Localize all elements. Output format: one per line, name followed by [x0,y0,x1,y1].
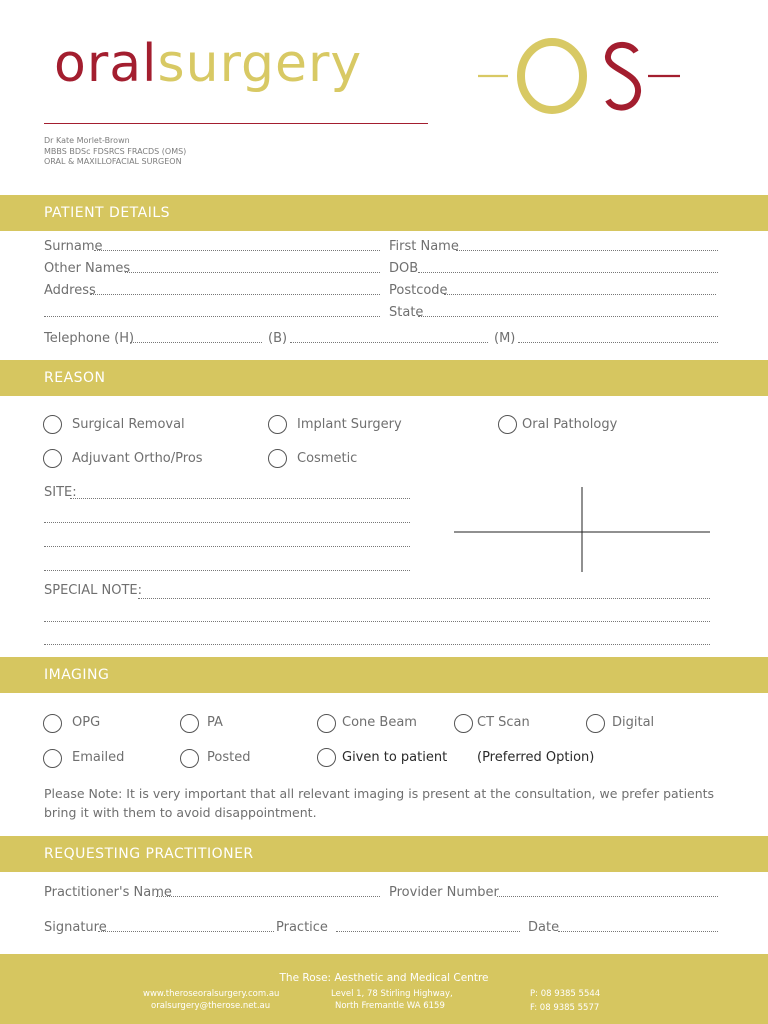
section-patient-details: PATIENT DETAILS [0,195,768,231]
oral-pathology-radio[interactable] [498,415,517,434]
emailed-label: Emailed [72,750,125,765]
other-names-field[interactable] [125,271,380,273]
date-label: Date [528,920,560,935]
section-requesting-practitioner: REQUESTING PRACTITIONER [0,836,768,872]
logo-o-mark [521,42,583,110]
practitioner-name-field[interactable] [156,895,380,897]
practice-field[interactable] [336,930,520,932]
site-field-line4[interactable] [44,569,410,571]
footer-fax: F: 08 9385 5577 [530,1003,600,1013]
surgical-removal-radio[interactable] [43,415,62,434]
emailed-radio[interactable] [43,749,62,768]
site-field-line2[interactable] [44,521,410,523]
opg-label: OPG [72,715,101,730]
implant-surgery-radio[interactable] [268,415,287,434]
surname-field[interactable] [94,249,380,251]
given-to-patient-label: Given to patient [342,750,448,765]
telephone-b-label: (B) [268,331,288,346]
provider-number-label: Provider Number [389,885,499,900]
first-name-label: First Name [389,239,459,254]
telephone-m-label: (M) [494,331,516,346]
doctor-name: Dr Kate Morlet-Brown [44,136,130,145]
surgical-removal-label: Surgical Removal [72,417,185,432]
section-reason: REASON [0,360,768,396]
dental-quadrant-chart[interactable] [452,486,712,574]
date-field[interactable] [558,930,718,932]
postcode-field[interactable] [444,293,716,295]
signature-label: Signature [44,920,107,935]
adjuvant-ortho-radio[interactable] [43,449,62,468]
pa-label: PA [207,715,223,730]
doctor-info [44,136,186,168]
logo-wordmark [54,34,363,94]
telephone-h-field[interactable] [130,341,262,343]
site-label: SITE: [44,485,77,500]
special-note-label: SPECIAL NOTE: [44,583,142,598]
state-field[interactable] [418,315,718,317]
dob-label: DOB [389,261,419,276]
special-note-field-line2[interactable] [44,620,710,622]
first-name-field[interactable] [456,249,718,251]
footer-email[interactable]: oralsurgery@therose.net.au [151,1001,271,1011]
doctor-title: ORAL & MAXILLOFACIAL SURGEON [44,157,182,166]
logo-s-mark [608,45,638,108]
opg-radio[interactable] [43,714,62,733]
header-divider [44,123,428,124]
telephone-h-label: Telephone (H) [44,331,135,346]
cone-beam-label: Cone Beam [342,715,417,730]
preferred-option-note: (Preferred Option) [477,750,595,765]
provider-number-field[interactable] [497,895,718,897]
ct-scan-label: CT Scan [477,715,530,730]
footer-phone: P: 08 9385 5544 [530,989,601,999]
special-note-field-line3[interactable] [44,643,710,645]
imaging-note: Please Note: It is very important that all relevant imaging is present at the consultation, we prefer patients bring it with them to avoid disappointment. [44,786,715,820]
implant-surgery-label: Implant Surgery [297,417,402,432]
section-imaging: IMAGING [0,657,768,693]
postcode-label: Postcode [389,283,448,298]
logo-surgery-text: surgery [157,34,363,94]
practitioner-name-label: Practitioner's Name [44,885,172,900]
oral-pathology-label: Oral Pathology [522,417,618,432]
posted-radio[interactable] [180,749,199,768]
signature-field[interactable] [98,930,274,932]
address-label: Address [44,283,96,298]
special-note-field[interactable] [138,597,710,599]
other-names-label: Other Names [44,261,131,276]
practice-label: Practice [276,920,328,935]
cosmetic-label: Cosmetic [297,451,358,466]
digital-radio[interactable] [586,714,605,733]
address-field[interactable] [90,293,380,295]
footer-address-line1: Level 1, 78 Stirling Highway, [331,989,453,999]
site-field-line3[interactable] [44,545,410,547]
cone-beam-radio[interactable] [317,714,336,733]
state-label: State [389,305,424,320]
doctor-qualifications: MBBS BDSc FDSRCS FRACDS (OMS) [44,146,187,156]
telephone-m-field[interactable] [518,341,718,343]
pa-radio[interactable] [180,714,199,733]
posted-label: Posted [207,750,251,765]
footer [0,954,768,1024]
footer-address-line2: North Fremantle WA 6159 [335,1001,445,1011]
footer-centre-name: The Rose: Aesthetic and Medical Centre [279,972,489,984]
logo-oral-text: oral [54,34,158,94]
given-to-patient-radio[interactable] [317,748,336,767]
footer-website[interactable]: www.theroseoralsurgery.com.au [143,989,280,999]
address-field-line2[interactable] [44,315,380,317]
telephone-b-field[interactable] [290,341,488,343]
cosmetic-radio[interactable] [268,449,287,468]
dob-field[interactable] [418,271,718,273]
digital-label: Digital [612,715,655,730]
site-field[interactable] [70,497,410,499]
ct-scan-radio[interactable] [454,714,473,733]
surname-label: Surname [44,239,103,254]
adjuvant-ortho-label: Adjuvant Ortho/Pros [72,451,203,466]
os-monogram-logo [470,36,690,120]
